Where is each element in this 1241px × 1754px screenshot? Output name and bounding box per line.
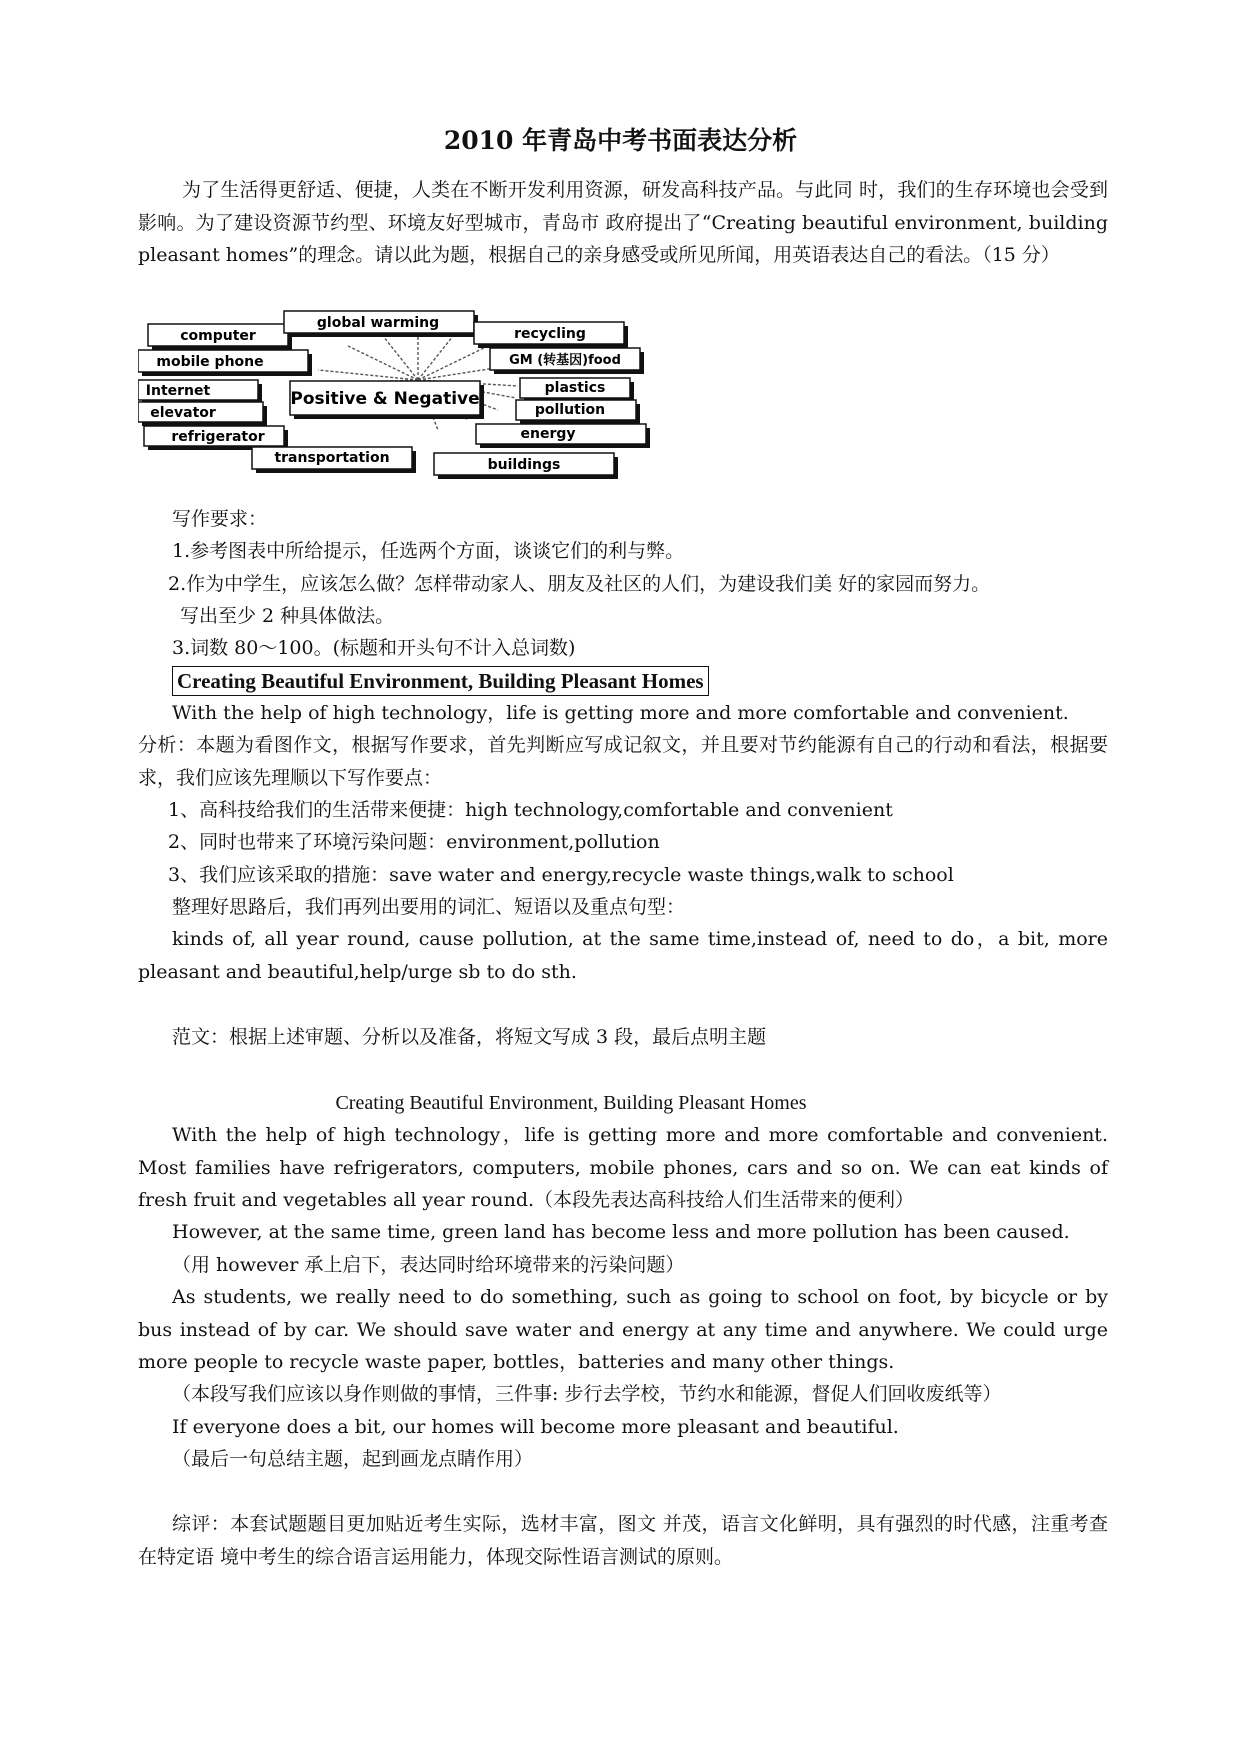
model-paragraph-3: As students, we really need to do something, such as going to school on foot, by bicycle or by bus instead of by car. We should save water and energy at any time and anywhere. We could urge more people to recycle waste paper, bottles，batteries and many other things. — [138, 1286, 1108, 1373]
boxed-title: Creating Beautiful Environment, Building Pleasant Homes — [172, 666, 709, 696]
analysis-point-2: 2、同时也带来了环境污染问题：environment,pollution — [168, 831, 660, 853]
prompt-paragraph: 为了生活得更舒适、便捷，人类在不断开发利用资源，研发高科技产品。与此同 时，我们的生存环境也会受到影响。为了建设资源节约型、环境友好型城市，青岛市 政府提出了“Creating beautiful environment, building pleasant homes”的理念。请以此为题，根据自己的亲身感受或所见所闻，用英语表达自己的看法。（15 分） — [138, 179, 1108, 266]
phrases-list: kinds of, all year round, cause pollution, at the same time,instead of, need to do，a bit, more pleasant and beautiful,help/urge sb to do sth. — [138, 928, 1108, 983]
topic-diagram — [138, 310, 728, 490]
analysis-point-3: 3、我们应该采取的措施：save water and energy,recycle waste things,walk to school — [168, 864, 954, 886]
requirements-heading: 写作要求： — [172, 508, 268, 530]
model-paragraph-4-note: （最后一句总结主题，起到画龙点睛作用） — [172, 1448, 534, 1470]
opening-sentence: With the help of high technology，life is getting more and more comfortable and convenient. — [172, 702, 1069, 724]
model-paragraph-1: With the help of high technology，life is getting more and more comfortable and convenient. Most families have refrigerators, computers, mobile phones, cars and so on. We can eat kinds of fresh fruit and vegetables all year round.（本段先表达高科技给人们生活带来的便利） — [138, 1124, 1108, 1211]
requirement-3: 3.词数 80～100。(标题和开头句不计入总词数) — [172, 637, 576, 659]
model-essay-title: Creating Beautiful Environment, Building Pleasant Homes — [335, 1092, 807, 1114]
label-refrigerator: refrigerator — [171, 429, 265, 445]
analysis-point-1: 1、高科技给我们的生活带来便捷：high technology,comfortable and convenient — [168, 799, 893, 821]
requirement-2-continued: 写出至少 2 种具体做法。 — [180, 605, 395, 627]
label-energy: energy — [520, 426, 576, 442]
model-paragraph-2-note: （用 however 承上启下，表达同时给环境带来的污染问题） — [172, 1254, 685, 1276]
label-mobile-phone: mobile phone — [156, 354, 264, 370]
label-gm-food: GM (转基因)food — [509, 353, 621, 368]
label-computer: computer — [180, 328, 256, 344]
label-pollution: pollution — [534, 402, 606, 418]
label-global-warming: global warming — [316, 315, 440, 331]
label-recycling: recycling — [514, 326, 586, 342]
analysis-intro: 分析：本题为看图作文，根据写作要求，首先判断应写成记叙文，并且要对节约能源有自己的行动和看法，根据要求，我们应该先理顺以下写作要点： — [138, 734, 1108, 789]
requirement-2: 2.作为中学生，应该怎么做？怎样带动家人、朋友及社区的人们，为建设我们美 好的家园而努力。 — [168, 573, 991, 595]
model-paragraph-3-note: （本段写我们应该以身作则做的事情，三件事: 步行去学校，节约水和能源，督促人们回收废纸等） — [172, 1383, 1002, 1405]
label-buildings: buildings — [487, 457, 561, 473]
label-elevator: elevator — [150, 405, 216, 421]
phrases-intro: 整理好思路后，我们再列出要用的词汇、短语以及重点句型： — [172, 896, 686, 918]
diagram-center-label: Positive & Negative — [290, 389, 480, 409]
model-paragraph-2: However, at the same time, green land has become less and more pollution has been caused. — [172, 1221, 1070, 1243]
requirement-1: 1.参考图表中所给提示，任选两个方面，谈谈它们的利与弊。 — [172, 540, 685, 562]
label-transportation: transportation — [274, 450, 390, 466]
overall-comment: 综评：本套试题题目更加贴近考生实际，选材丰富，图文 并茂，语言文化鲜明，具有强烈的时代感，注重考查在特定语 境中考生的综合语言运用能力，体现交际性语言测试的原则。 — [138, 1513, 1108, 1568]
label-plastics: plastics — [544, 380, 606, 396]
model-intro: 范文：根据上述审题、分析以及准备，将短文写成 3 段，最后点明主题 — [172, 1026, 767, 1048]
page-title: 2010 年青岛中考书面表达分析 — [443, 126, 798, 155]
label-internet: Internet — [145, 383, 211, 399]
model-paragraph-4: If everyone does a bit, our homes will become more pleasant and beautiful. — [172, 1416, 899, 1438]
